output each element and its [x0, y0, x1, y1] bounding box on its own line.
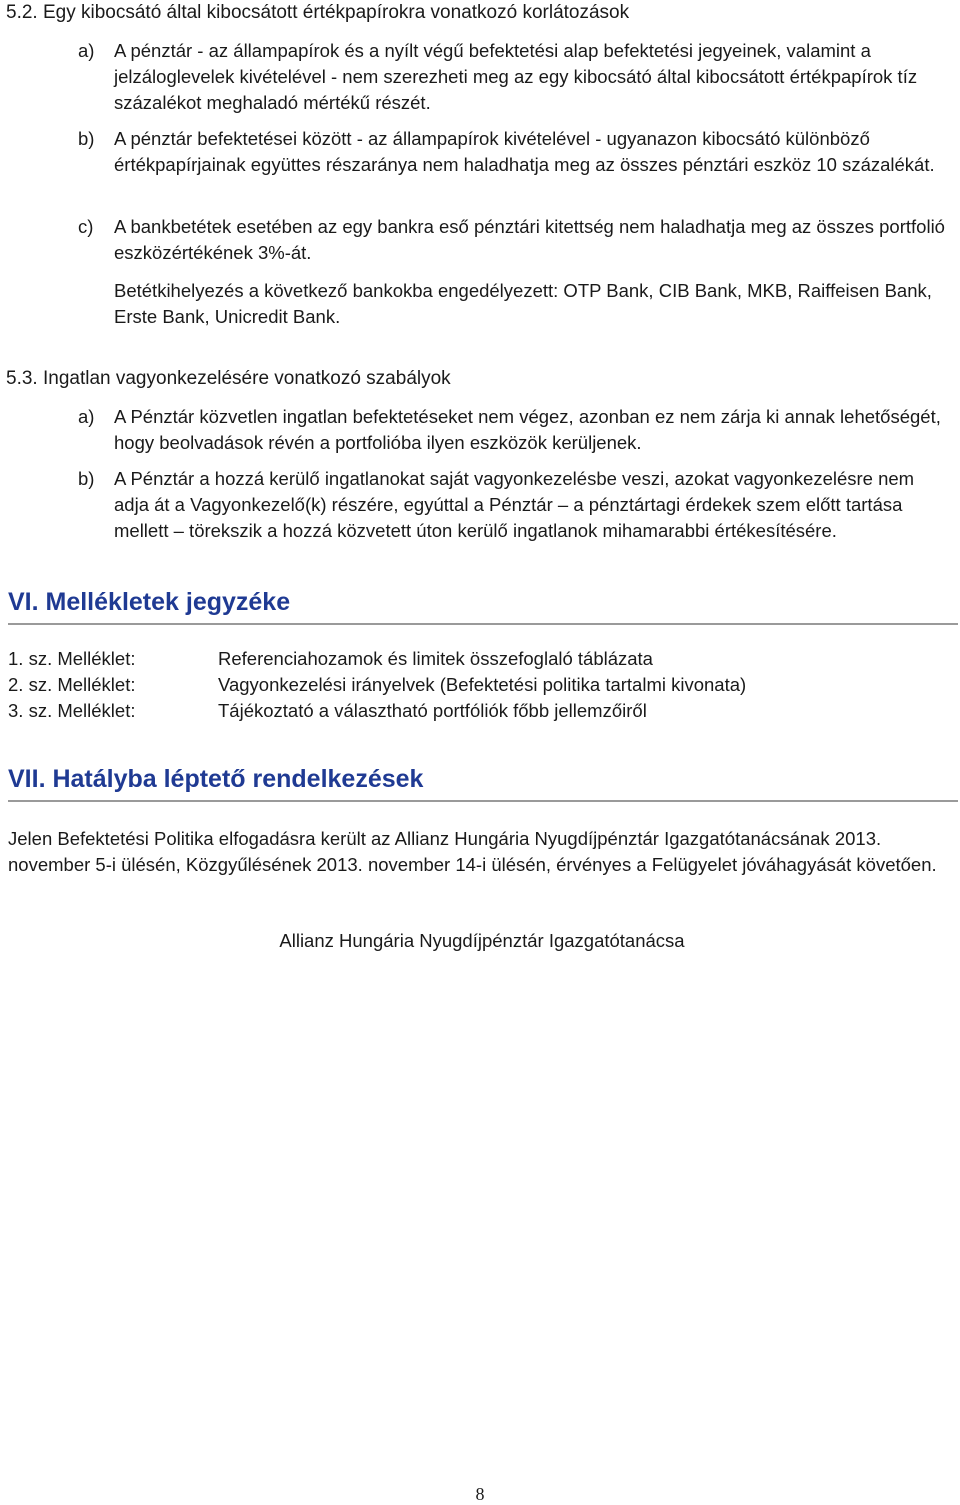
list-item-5-2-a: [78, 38, 948, 116]
annex-number: 1. sz. Melléklet:: [8, 648, 136, 669]
item-text: A pénztár - az állampapírok és a nyílt végű befektetési alap befektetési jegyeinek, valamint a jelzáloglevelek kivételével - nem szerezheti meg az egy kibocsátó által kibocsátott értékpapírok tíz százalékot meghaladó mértékű részét.: [114, 40, 918, 113]
item-label: a): [78, 40, 95, 61]
annex-row: [8, 672, 948, 698]
list-item-5-3-b: [78, 466, 948, 544]
item-label: c): [78, 216, 94, 237]
annex-row: [8, 698, 948, 724]
annex-description: Vagyonkezelési irányelvek (Befektetési politika tartalmi kivonata): [218, 674, 747, 695]
list-item-5-3-a: [78, 404, 948, 456]
item-text: A Pénztár a hozzá kerülő ingatlanokat saját vagyonkezelésbe veszi, azokat vagyonkezelésre nem adja át a Vagyonkezelő(k) részére, egyúttal a Pénztár – a pénztártagi érdekek szem előtt tartása mellett – törekszik a hozzá közvetett úton kerülő ingatlanok mihamarabbi értékesítésére.: [114, 468, 915, 541]
annex-description: Referenciahozamok és limitek összefoglaló táblázata: [218, 648, 653, 669]
item-label: a): [78, 406, 95, 427]
page-number: 8: [475, 1484, 485, 1504]
section-vi-heading: VI. Mellékletek jegyzéke: [8, 587, 958, 625]
annex-description: Tájékoztató a választható portfóliók főbb jellemzőiről: [218, 700, 647, 721]
bank-deposit-note: Betétkihelyezés a következő bankokba engedélyezett: OTP Bank, CIB Bank, MKB, Raiffeisen Bank, Erste Bank, Unicredit Bank.: [114, 280, 932, 327]
annex-row: [8, 646, 948, 672]
annex-number: 3. sz. Melléklet:: [8, 700, 136, 721]
item-label: b): [78, 128, 95, 149]
signature: Allianz Hungária Nyugdíjpénztár Igazgatótanácsa: [279, 930, 685, 951]
item-text: A bankbetétek esetében az egy bankra eső pénztári kitettség nem haladhatja meg az összes portfolió eszközértékének 3%-át.: [114, 216, 945, 263]
item-text: A Pénztár közvetlen ingatlan befektetéseket nem végez, azonban ez nem zárja ki annak lehetőségét, hogy beolvadások révén a portfolióba ilyen eszközök kerüljenek.: [114, 406, 941, 453]
list-item-5-2-c: [78, 214, 948, 266]
item-text: A pénztár befektetései között - az állampapírok kivételével - ugyanazon kibocsátó különböző értékpapírjainak együttes részaránya nem haladhatja meg az összes pénztári eszköz 10 százalékát.: [114, 128, 935, 175]
effective-provisions-text: Jelen Befektetési Politika elfogadásra került az Allianz Hungária Nyugdíjpénztár Igazgatótanácsának 2013. november 5-i ülésén, Közgyűlésének 2013. november 14-i ülésén, érvényes a Felügyelet jóváhagyását követően.: [8, 828, 937, 875]
section-5-3-title: 5.3. Ingatlan vagyonkezelésére vonatkozó szabályok: [6, 368, 451, 389]
section-vii-heading: VII. Hatályba léptető rendelkezések: [8, 764, 958, 802]
section-5-2-title: 5.2. Egy kibocsátó által kibocsátott értékpapírokra vonatkozó korlátozások: [6, 2, 630, 23]
annex-number: 2. sz. Melléklet:: [8, 674, 136, 695]
list-item-5-2-b: [78, 126, 948, 204]
item-label: b): [78, 468, 95, 489]
